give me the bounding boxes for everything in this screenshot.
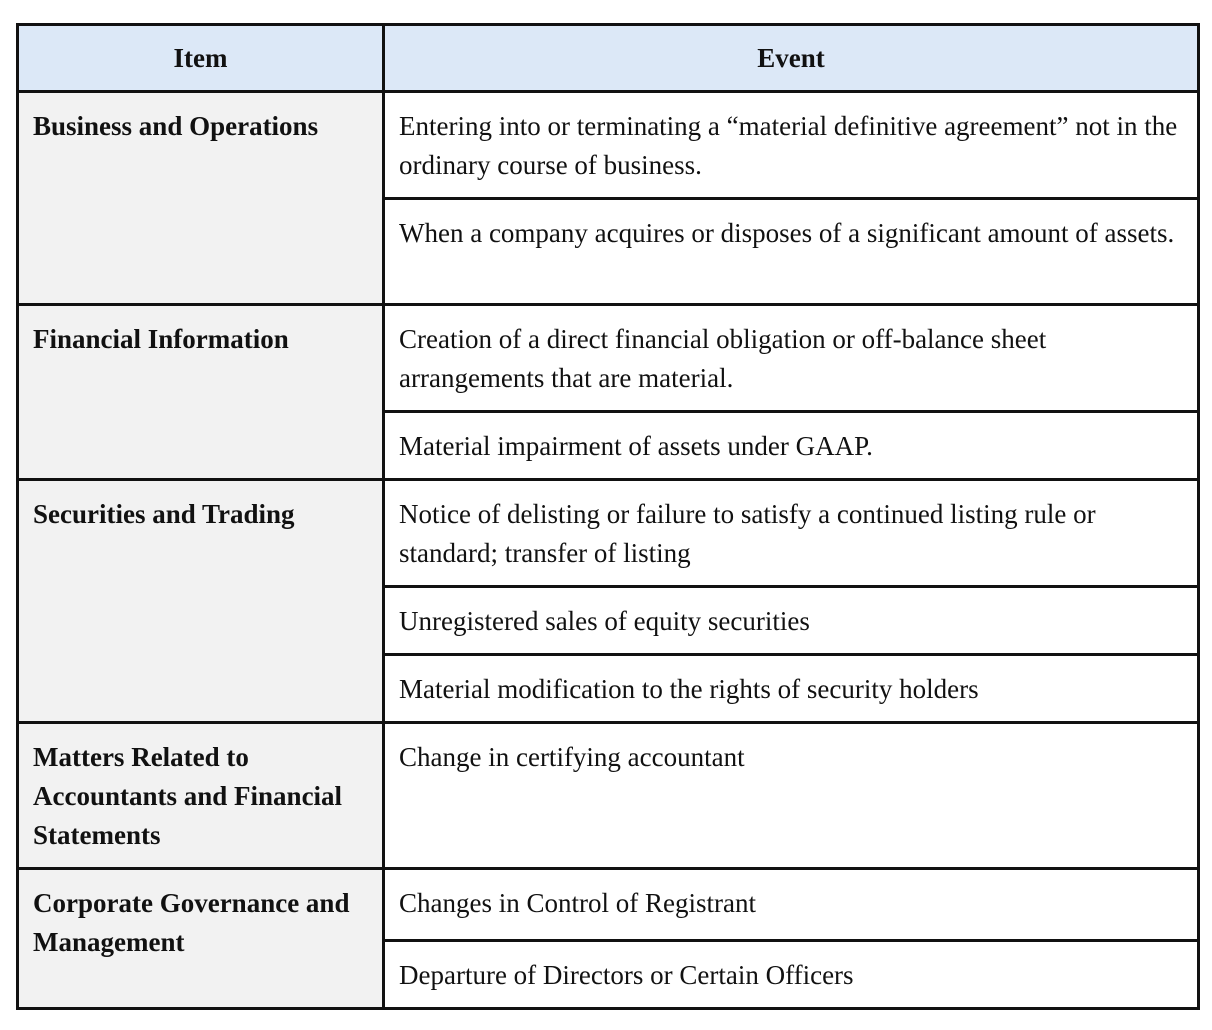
event-cell: Entering into or terminating a “material definitive agreement” not in the ordinary course of business. xyxy=(384,92,1199,199)
event-cell: When a company acquires or disposes of a significant amount of assets. xyxy=(384,199,1199,305)
header-event: Event xyxy=(384,25,1199,92)
item-cell: Financial Information xyxy=(18,305,384,480)
event-cell: Change in certifying accountant xyxy=(384,723,1199,869)
table-row xyxy=(18,723,1199,869)
table-row xyxy=(18,305,1199,412)
item-cell: Matters Related to Accountants and Financial Statements xyxy=(18,723,384,869)
event-cell: Unregistered sales of equity securities xyxy=(384,587,1199,655)
event-cell: Departure of Directors or Certain Officers xyxy=(384,941,1199,1009)
item-cell: Corporate Governance and Management xyxy=(18,869,384,1009)
event-cell: Material impairment of assets under GAAP. xyxy=(384,412,1199,480)
item-cell: Business and Operations xyxy=(18,92,384,305)
table-row xyxy=(18,869,1199,941)
event-cell: Material modification to the rights of security holders xyxy=(384,655,1199,723)
event-cell: Notice of delisting or failure to satisfy a continued listing rule or standard; transfer of listing xyxy=(384,480,1199,587)
table-row xyxy=(18,480,1199,587)
item-cell: Securities and Trading xyxy=(18,480,384,723)
table-row xyxy=(18,92,1199,199)
header-item: Item xyxy=(18,25,384,92)
events-table xyxy=(16,23,1200,1010)
header-row xyxy=(18,25,1199,92)
event-cell: Changes in Control of Registrant xyxy=(384,869,1199,941)
event-cell: Creation of a direct financial obligation or off-balance sheet arrangements that are material. xyxy=(384,305,1199,412)
